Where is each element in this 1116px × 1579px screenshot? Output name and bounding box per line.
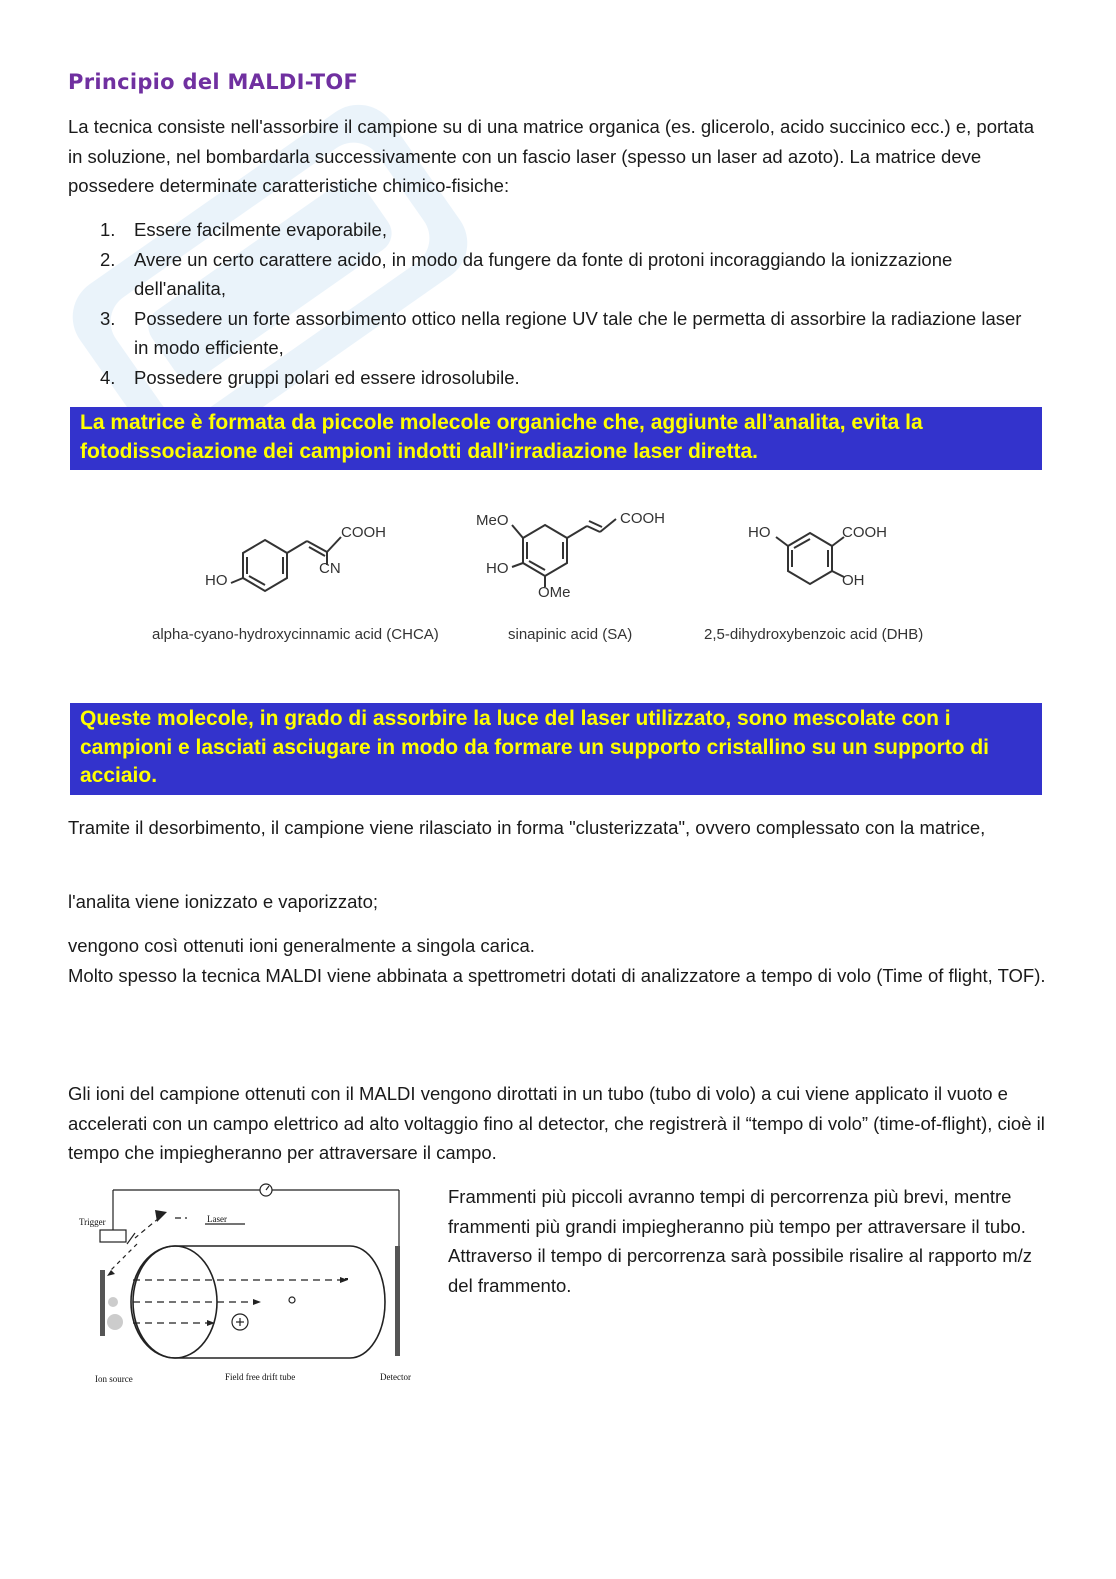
list-item: 2. Avere un certo carattere acido, in modo da fungere da fonte di protoni incoraggiando la ionizzazione dell'analita, [100,248,953,299]
svg-text:OMe: OMe [538,584,571,601]
list-item: 4. Possedere gruppi polari ed essere idrosolubile. [100,366,520,388]
svg-text:COOH: COOH [620,510,665,527]
svg-text:COOH: COOH [341,524,386,541]
paragraph: Gli ioni del campione ottenuti con il MALDI vengono dirottati in un tubo (tubo di volo) a cui viene applicato il vuoto e accelerati con un campo elettrico ad alto voltaggio fino al detector, che registrerà il “tempo di volo” (time-of-flight), cioè il tempo che impiegheranno per attraversare il campo. [68,1083,1045,1163]
svg-text:OH: OH [842,572,865,589]
molecule-caption: sinapinic acid (SA) [508,626,633,643]
svg-text:CN: CN [319,560,341,577]
paragraph: Frammenti più piccoli avranno tempi di percorrenza più brevi, mentre frammenti più grandi impiegheranno più tempo per attraversare il tubo. Attraverso il tempo di percorrenza sarà possibile risalire al rapporto m/z del frammento. [448,1186,1033,1296]
list-item: 3. Possedere un forte assorbimento ottico nella regione UV tale che le permetta di assorbire la radiazione laser in modo efficiente, [100,307,1022,358]
matrix-banner: La matrice è formata da piccole molecole organiche che, aggiunte all’analita, evita la fotodissociazione dei campioni indotti dall’irradiazione laser diretta. [70,407,1042,470]
list-item: 1. Essere facilmente evaporabile, [100,219,387,240]
intro-paragraph: La tecnica consiste nell'assorbire il campione su di una matrice organica (es. glicerolo, acido succinico ecc.) e, portata in soluzione, nel bombardarla successivamente con un fascio laser (spesso un laser ad azoto). La matrice deve possedere determinate caratteristiche chimico-fisiche: [68,116,1035,196]
svg-text:HO: HO [205,572,228,589]
svg-text:HO: HO [748,524,771,541]
svg-text:COOH: COOH [842,524,887,541]
svg-text:Detector: Detector [380,1372,411,1382]
svg-text:Ion source: Ion source [95,1374,133,1384]
svg-text:MeO: MeO [476,512,509,529]
molecule-caption: 2,5-dihydroxybenzoic acid (DHB) [704,626,924,643]
svg-text:Laser: Laser [207,1214,227,1224]
tof-diagram [75,1178,425,1388]
dhb-structure [740,505,920,605]
svg-text:Trigger: Trigger [79,1217,106,1227]
page-title: Principio del MALDI-TOF [68,70,359,94]
chca-structure [195,505,405,605]
requirements-list [68,215,1028,392]
svg-text:Field free drift tube: Field free drift tube [225,1372,296,1382]
paragraph: Tramite il desorbimento, il campione viene rilasciato in forma "clusterizzata", ovvero complessato con la matrice, [68,817,986,838]
sa-structure [470,505,680,605]
svg-text:HO: HO [486,560,509,577]
paragraph: Molto spesso la tecnica MALDI viene abbinata a spettrometri dotati di analizzatore a tempo di volo (Time of flight, TOF). [68,965,1046,986]
paragraph: l'analita viene ionizzato e vaporizzato; [68,891,378,912]
paragraph: vengono così ottenuti ioni generalmente a singola carica. [68,935,535,956]
molecule-caption: alpha-cyano-hydroxycinnamic acid (CHCA) [152,626,439,643]
molecules-banner: Queste molecole, in grado di assorbire la luce del laser utilizzato, sono mescolate con i campioni e lasciati asciugare in modo da formare un supporto cristallino su un supporto di acciaio. [70,703,1042,795]
